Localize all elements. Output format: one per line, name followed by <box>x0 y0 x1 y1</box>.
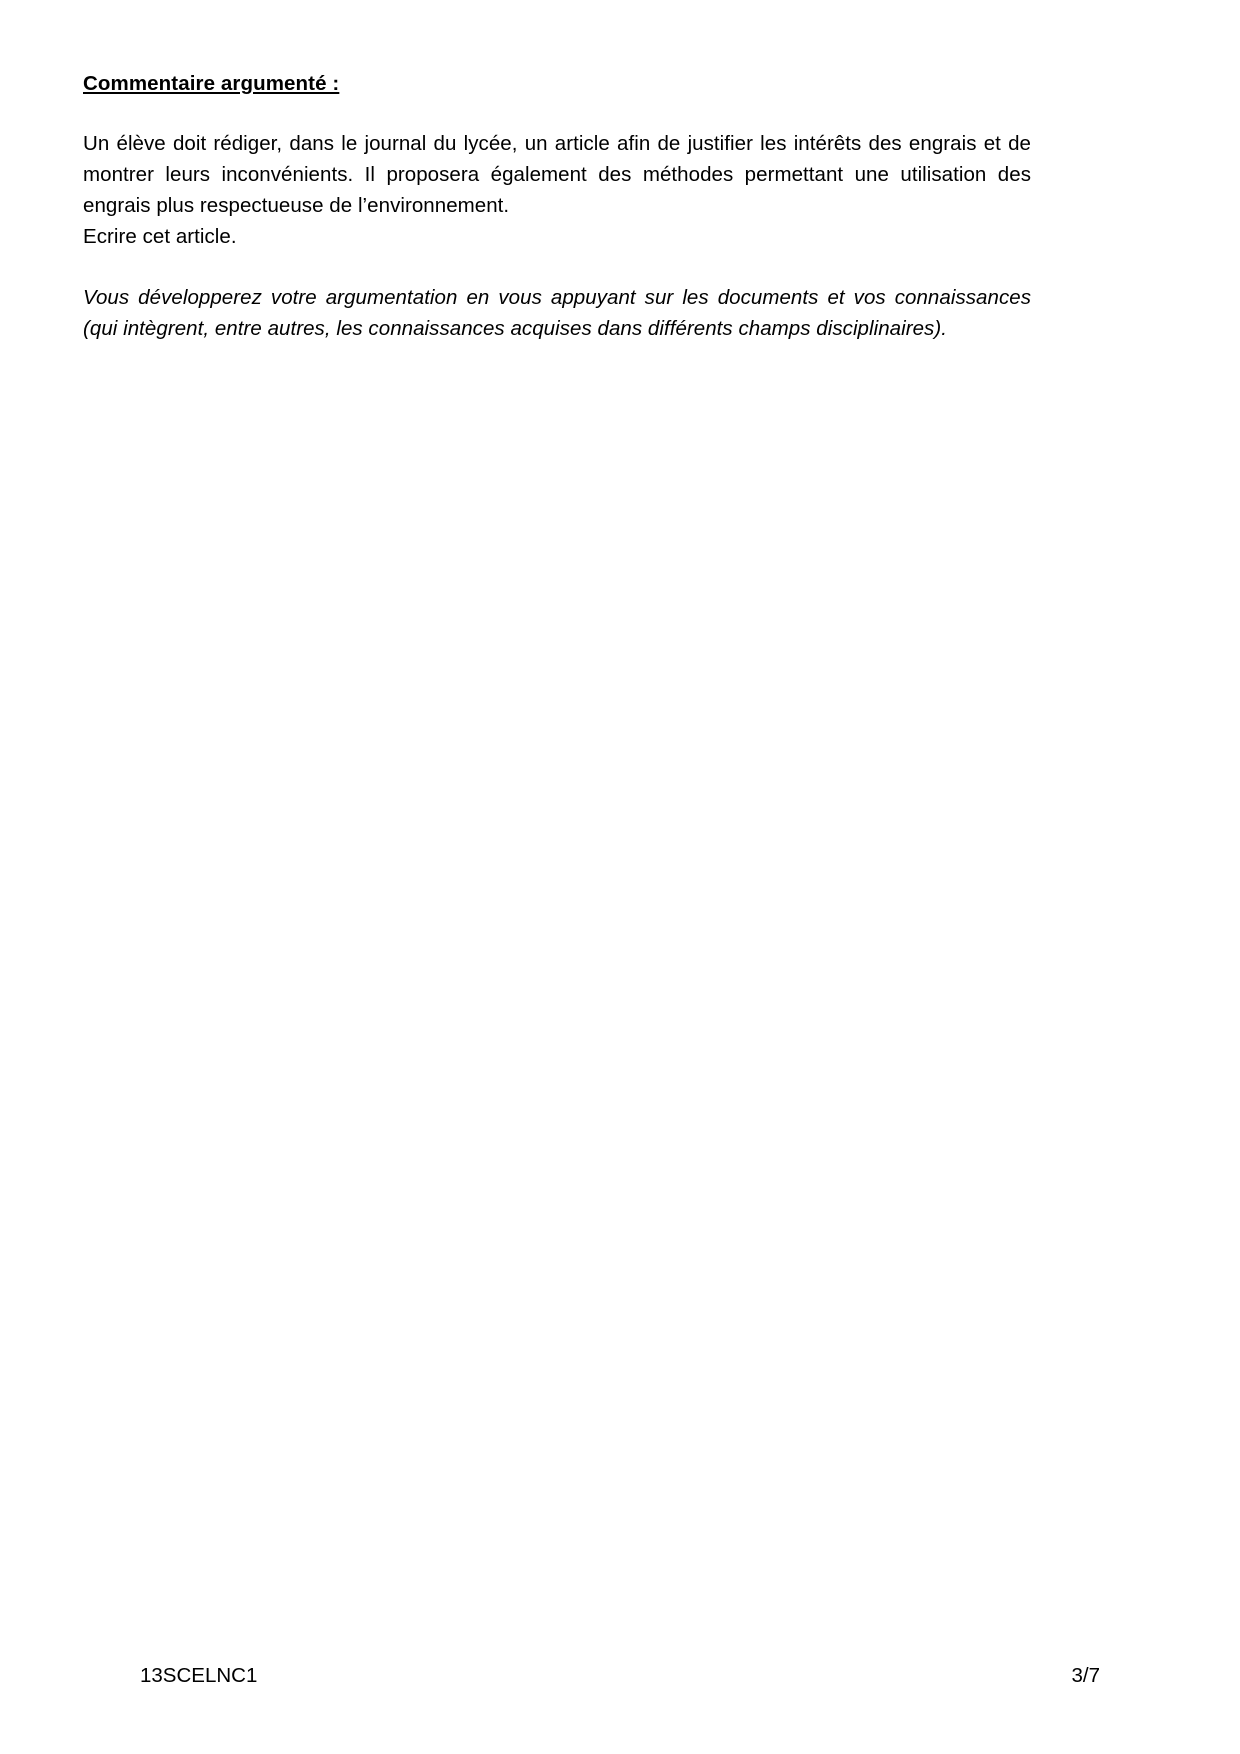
page-footer <box>140 1663 1100 1690</box>
footer-page-number: 3/7 <box>1071 1664 1100 1688</box>
paragraph-consigne: Vous développerez votre argumentation en vous appuyant sur les documents et vos connaissances (qui intègrent, entre autres, les connaissances acquises dans différents champs disciplinaires). <box>83 286 1031 341</box>
paragraph-intro: Un élève doit rédiger, dans le journal du lycée, un article afin de justifier les intérêts des engrais et de montrer leurs inconvénients. Il proposera également des méthodes permettant une utilisation des engrais plus respectueuse de l’environnement. <box>83 131 1031 217</box>
page-title: Commentaire argumenté : <box>83 72 340 95</box>
paragraph-spacer <box>83 252 1031 282</box>
paragraph-instruction: Ecrire cet article. <box>83 225 237 249</box>
footer-exam-code: 13SCELNC1 <box>140 1664 258 1688</box>
document-body <box>83 70 1031 345</box>
